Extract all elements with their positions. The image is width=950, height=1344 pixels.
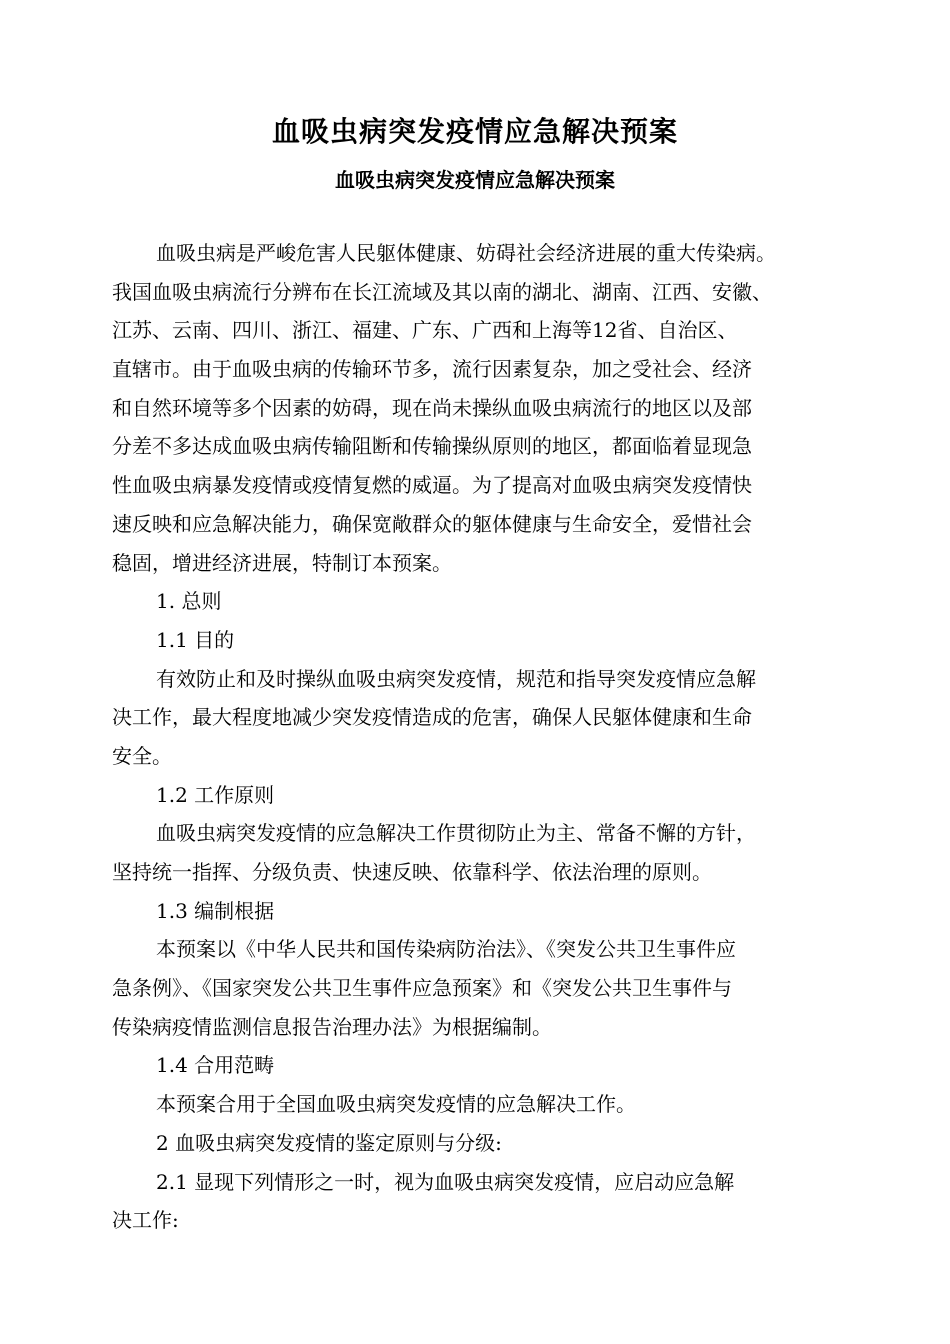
text-line: 2.1 显现下列情形之一时，视为血吸虫病突发疫情，应启动应急解 [156, 1169, 735, 1194]
document-subtitle: 血吸虫病突发疫情应急解决预案 [335, 168, 615, 192]
text-line: 有效防止和及时操纵血吸虫病突发疫情，规范和指导突发疫情应急解 [156, 666, 756, 691]
text-line: 1.3 编制根据 [156, 898, 275, 923]
text-line: 安全。 [112, 743, 172, 768]
text-line: 决工作: [112, 1208, 179, 1233]
text-line: 性血吸虫病暴发疫情或疫情复燃的威逼。为了提高对血吸虫病突发疫情快 [112, 473, 752, 498]
text-line: 我国血吸虫病流行分辨布在长江流域及其以南的湖北、湖南、江西、安徽、 [112, 279, 772, 304]
text-line: 2 血吸虫病突发疫情的鉴定原则与分级: [156, 1130, 502, 1155]
text-line: 1.4 合用范畴 [156, 1053, 275, 1078]
text-line: 和自然环境等多个因素的妨碍，现在尚未操纵血吸虫病流行的地区以及部 [112, 395, 752, 420]
text-line: 血吸虫病是严峻危害人民躯体健康、妨碍社会经济进展的重大传染病。 [156, 241, 776, 265]
document-title: 血吸虫病突发疫情应急解决预案 [271, 115, 678, 148]
text-line: 1.2 工作原则 [156, 782, 275, 807]
text-line: 急条例》、《国家突发公共卫生事件应急预案》和《突发公共卫生事件与 [112, 976, 732, 1001]
text-line: 决工作，最大程度地减少突发疫情造成的危害，确保人民躯体健康和生命 [112, 705, 752, 730]
text-line: 直辖市。由于血吸虫病的传输环节多，流行因素复杂，加之受社会、经济 [112, 357, 752, 382]
text-line: 速反映和应急解决能力，确保宽敞群众的躯体健康与生命安全，爱惜社会 [112, 511, 752, 536]
text-line: 1. 总则 [156, 589, 222, 614]
text-line: 本预案合用于全国血吸虫病突发疫情的应急解决工作。 [156, 1092, 636, 1117]
text-line: 江苏、云南、四川、浙江、福建、广东、广西和上海等12省、自治区、 [112, 318, 738, 343]
text-line: 本预案以《中华人民共和国传染病防治法》、《突发公共卫生事件应 [156, 937, 736, 962]
document-body [112, 234, 847, 1240]
text-line: 血吸虫病突发疫情的应急解决工作贯彻防止为主、常备不懈的方针， [156, 821, 756, 846]
text-line: 分差不多达成血吸虫病传输阻断和传输操纵原则的地区，都面临着显现急 [112, 434, 752, 459]
text-line: 传染病疫情监测信息报告治理办法》为根据编制。 [112, 1014, 552, 1039]
text-line: 1.1 目的 [156, 627, 235, 652]
text-line: 坚持统一指挥、分级负责、快速反映、依靠科学、依法治理的原则。 [112, 860, 712, 884]
text-line: 稳固，增进经济进展，特制订本预案。 [112, 550, 452, 575]
